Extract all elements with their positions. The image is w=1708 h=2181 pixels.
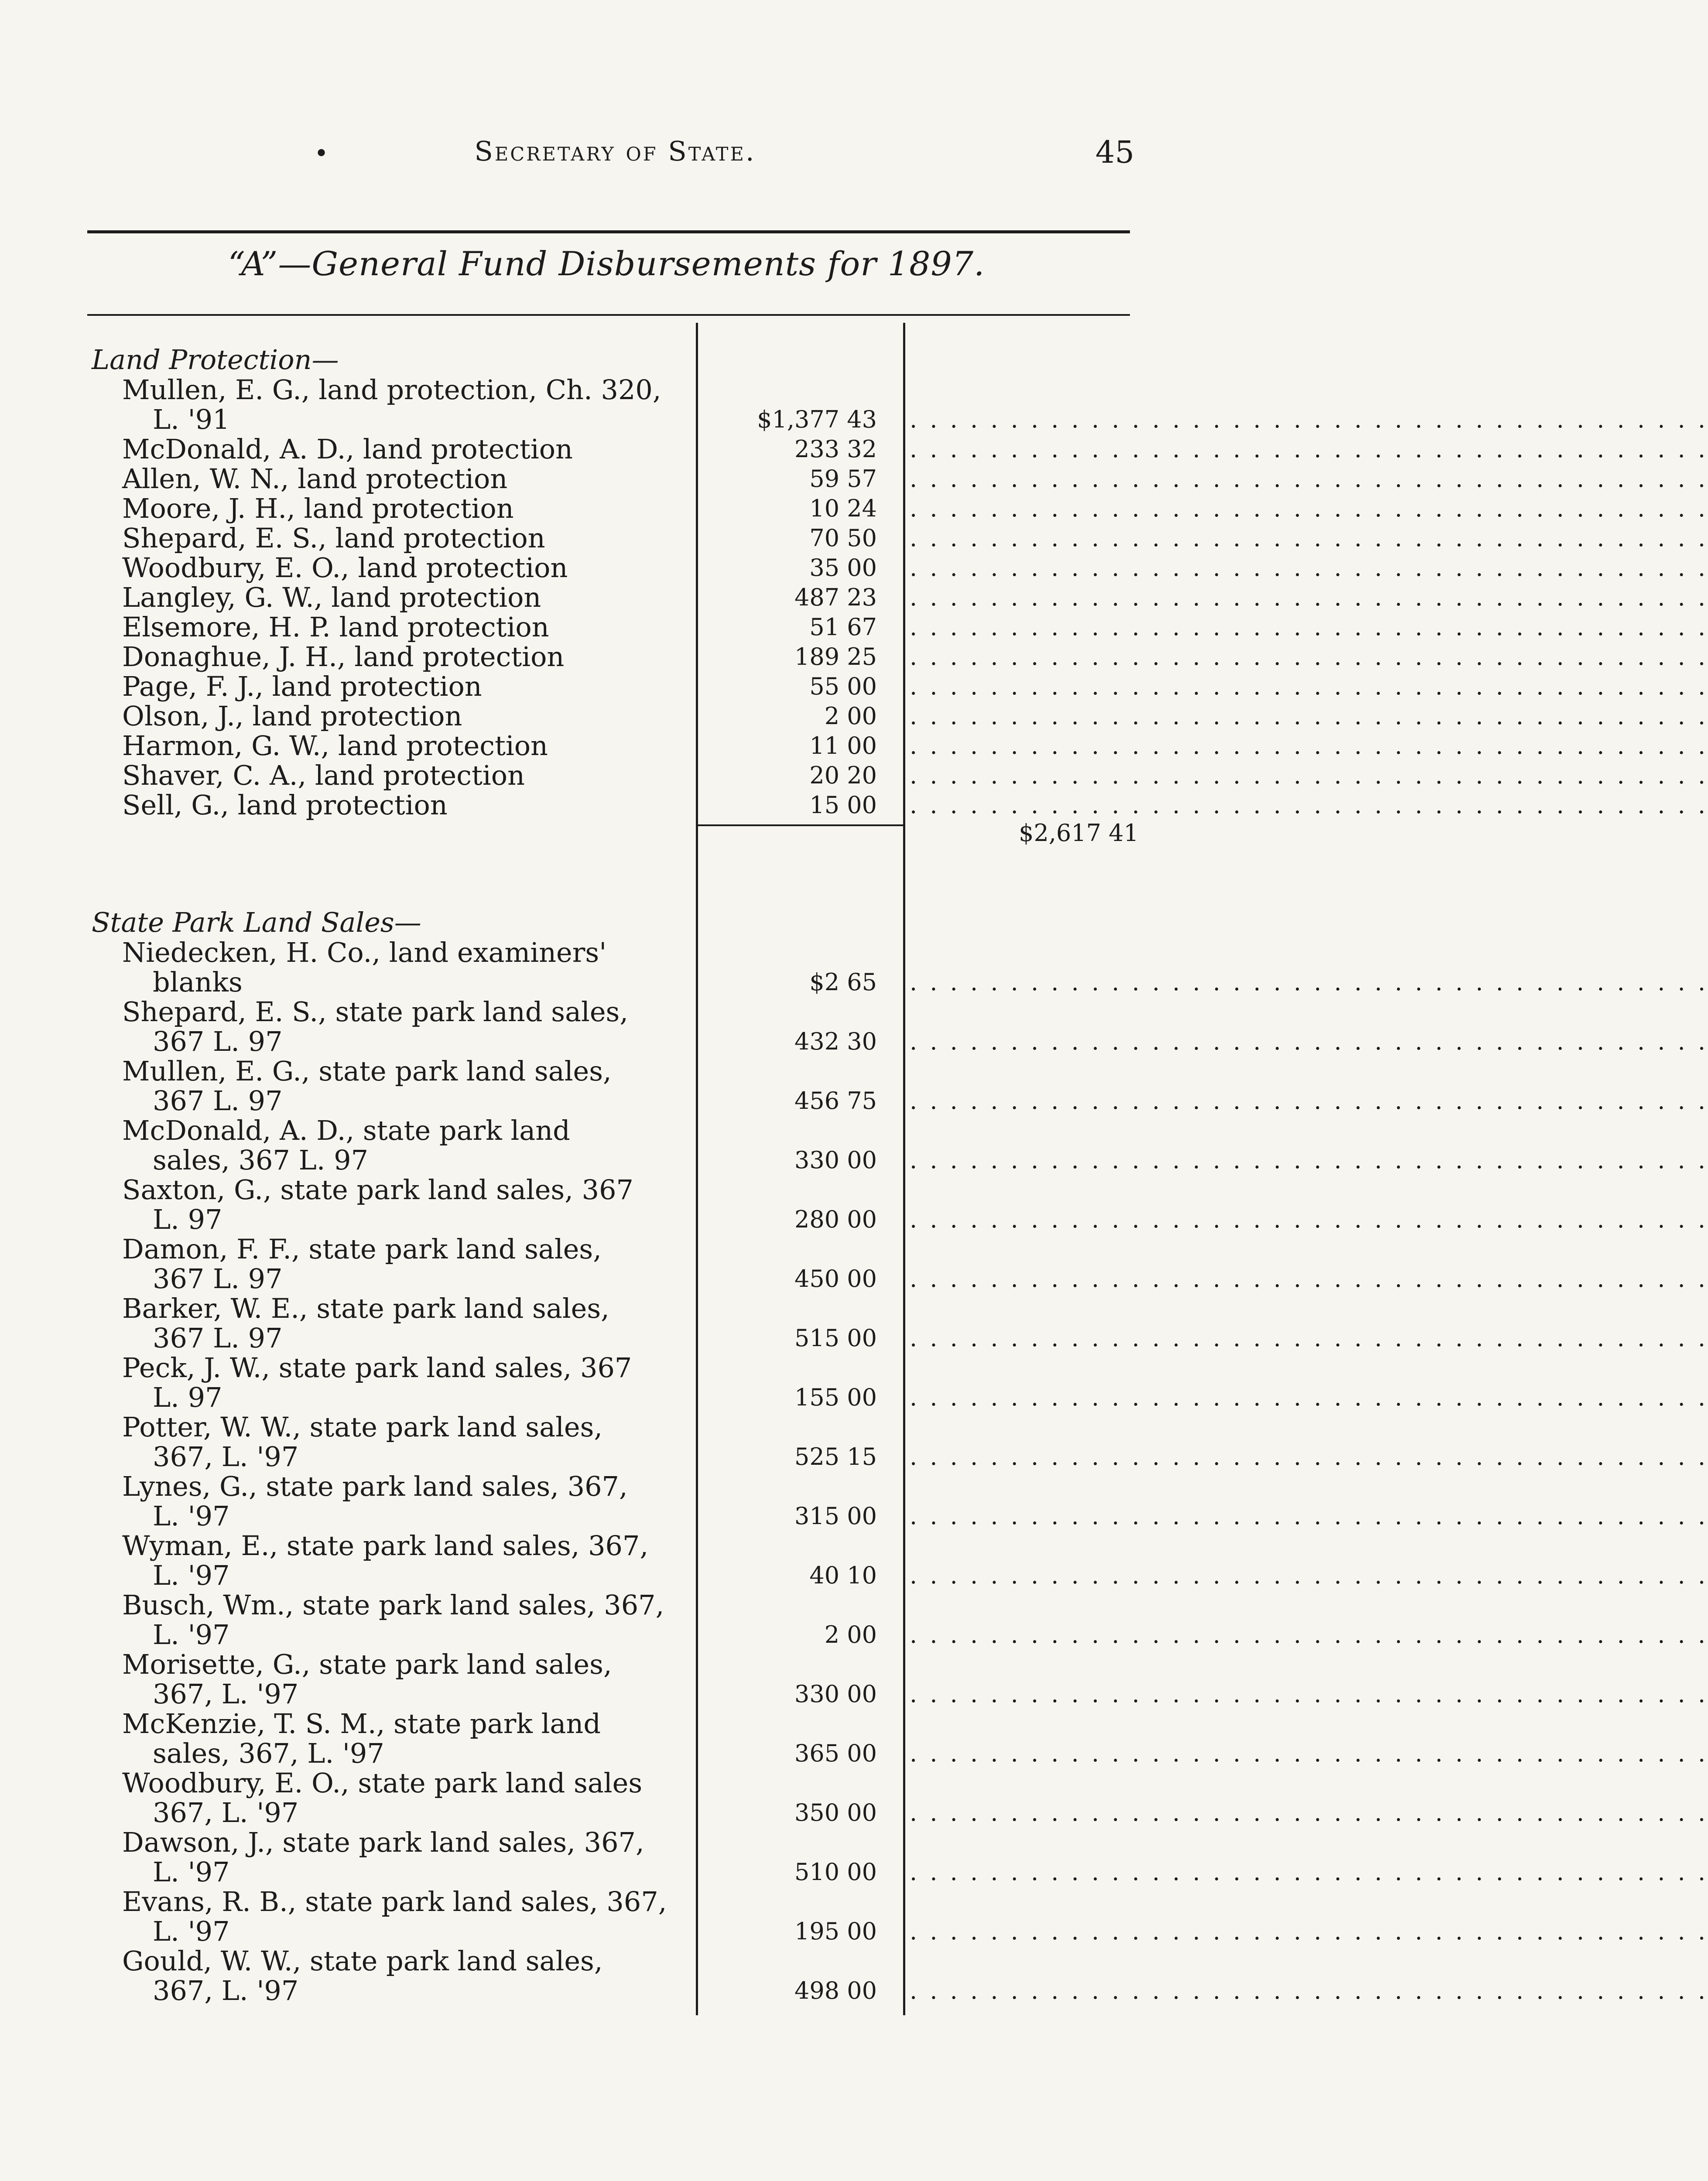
payee-description: Langley, G. W., land protection bbox=[122, 581, 541, 613]
payee-entry bbox=[122, 553, 685, 583]
payee-description-continued: 367, L. '97 bbox=[153, 1678, 299, 1710]
amount: 155 00 bbox=[794, 1384, 877, 1411]
payee-entry bbox=[122, 701, 685, 731]
payee-description: Damon, F. F., state park land sales, bbox=[122, 1233, 602, 1265]
dot-leader: . . . . . . . . . . . . . . . . . . . . . . . . . . . . . . . . . . . . . . . . bbox=[910, 702, 1708, 730]
payee-entry bbox=[122, 731, 685, 761]
amount: 456 75 bbox=[794, 1087, 877, 1114]
payee-description: Potter, W. W., state park land sales, bbox=[122, 1411, 603, 1443]
payee-entry bbox=[122, 1294, 685, 1353]
amount: 233 32 bbox=[794, 435, 877, 463]
payee-description: Wyman, E., state park land sales, 367, bbox=[122, 1530, 649, 1562]
payee-entry bbox=[122, 1946, 685, 2006]
payee-entry bbox=[122, 672, 685, 701]
payee-description: Elsemore, H. P. land protection bbox=[122, 611, 549, 643]
amount: 510 00 bbox=[794, 1858, 877, 1886]
payee-description: Olson, J., land protection bbox=[122, 700, 462, 732]
ledger-row bbox=[0, 1708, 1708, 1770]
payee-description-continued: L. 97 bbox=[153, 1381, 222, 1413]
payee-description-continued: L. 97 bbox=[153, 1203, 222, 1235]
amount: 11 00 bbox=[809, 732, 877, 759]
dot-leader: . . . . . . . . . . . . . . . . . . . . . . . . . . . . . . . . . . . . . . . . bbox=[910, 1324, 1708, 1352]
dot-leader: . . . . . . . . . . . . . . . . . . . . . . . . . . . . . . . . . . . . . . . . bbox=[910, 968, 1708, 996]
amount: 487 23 bbox=[794, 584, 877, 611]
amount: 515 00 bbox=[794, 1324, 877, 1352]
amount: $1,377 43 bbox=[757, 406, 877, 433]
payee-description: Evans, R. B., state park land sales, 367, bbox=[122, 1886, 667, 1918]
payee-description: Allen, W. N., land protection bbox=[122, 463, 508, 495]
amount: 525 15 bbox=[794, 1443, 877, 1470]
amount: 195 00 bbox=[794, 1918, 877, 1945]
ledger-row bbox=[0, 581, 1708, 613]
amount: 450 00 bbox=[794, 1265, 877, 1292]
amount: 330 00 bbox=[794, 1680, 877, 1708]
payee-entry bbox=[122, 1590, 685, 1650]
dot-leader: . . . . . . . . . . . . . . . . . . . . . . . . . . . . . . . . . . . . . . . . bbox=[910, 524, 1708, 552]
payee-description: McDonald, A. D., state park land bbox=[122, 1114, 570, 1146]
payee-entry bbox=[122, 464, 685, 494]
dot-leader: . . . . . . . . . . . . . . . . . . . . . . . . . . . . . . . . . . . . . . . . bbox=[910, 1621, 1708, 1648]
amount: 15 00 bbox=[809, 791, 877, 819]
payee-description-continued: L. '97 bbox=[153, 1856, 230, 1888]
payee-entry bbox=[122, 997, 685, 1056]
payee-description-continued: 367 L. 97 bbox=[153, 1085, 283, 1117]
payee-entry bbox=[122, 642, 685, 672]
payee-entry bbox=[122, 523, 685, 553]
payee-description-continued: L. '97 bbox=[153, 1619, 230, 1651]
amount: 51 67 bbox=[809, 613, 877, 641]
payee-entry bbox=[122, 1768, 685, 1828]
payee-description-continued: 367 L. 97 bbox=[153, 1322, 283, 1354]
dot-leader: . . . . . . . . . . . . . . . . . . . . . . . . . . . . . . . . . . . . . . . . bbox=[910, 613, 1708, 641]
amount: 35 00 bbox=[809, 554, 877, 581]
ledger-row bbox=[0, 996, 1708, 1058]
amount: 59 57 bbox=[809, 465, 877, 492]
payee-description: Woodbury, E. O., state park land sales bbox=[122, 1767, 643, 1799]
ledger-row bbox=[0, 730, 1708, 762]
dot-leader: . . . . . . . . . . . . . . . . . . . . . . . . . . . . . . . . . . . . . . . . bbox=[910, 554, 1708, 581]
amount: $2 65 bbox=[809, 968, 877, 996]
payee-entry bbox=[122, 583, 685, 612]
payee-description-continued: 367, L. '97 bbox=[153, 1441, 299, 1473]
ledger-row bbox=[0, 552, 1708, 584]
dot-leader: . . . . . . . . . . . . . . . . . . . . . . . . . . . . . . . . . . . . . . . . bbox=[910, 643, 1708, 670]
ledger-row bbox=[0, 1886, 1708, 1948]
ledger-row bbox=[0, 1945, 1708, 2007]
payee-description: Shepard, E. S., land protection bbox=[122, 522, 545, 554]
dot-leader: . . . . . . . . . . . . . . . . . . . . . . . . . . . . . . . . . . . . . . . . bbox=[910, 1443, 1708, 1470]
amount: 350 00 bbox=[794, 1799, 877, 1826]
payee-description-continued: L. '91 bbox=[153, 403, 230, 435]
amount: 20 20 bbox=[809, 762, 877, 789]
payee-entry bbox=[122, 1056, 685, 1116]
payee-entry bbox=[122, 1234, 685, 1294]
amount: 498 00 bbox=[794, 1977, 877, 2004]
section-heading: State Park Land Sales— bbox=[92, 906, 421, 938]
payee-description: Dawson, J., state park land sales, 367, bbox=[122, 1826, 644, 1858]
ledger-row bbox=[0, 1411, 1708, 1473]
payee-description-continued: blanks bbox=[153, 966, 243, 998]
ledger-row bbox=[0, 700, 1708, 732]
dot-leader: . . . . . . . . . . . . . . . . . . . . . . . . . . . . . . . . . . . . . . . . bbox=[910, 1680, 1708, 1708]
dot-leader: . . . . . . . . . . . . . . . . . . . . . . . . . . . . . . . . . . . . . . . . bbox=[910, 1206, 1708, 1233]
subtotal-rule bbox=[698, 824, 903, 826]
payee-entry bbox=[122, 1412, 685, 1472]
dot-leader: . . . . . . . . . . . . . . . . . . . . . . . . . . . . . . . . . . . . . . . . bbox=[910, 406, 1708, 433]
dot-leader: . . . . . . . . . . . . . . . . . . . . . . . . . . . . . . . . . . . . . . . . bbox=[910, 732, 1708, 759]
payee-description-continued: 367, L. '97 bbox=[153, 1975, 299, 2007]
payee-description: Lynes, G., state park land sales, 367, bbox=[122, 1470, 628, 1502]
amount: 70 50 bbox=[809, 524, 877, 552]
payee-description: Woodbury, E. O., land protection bbox=[122, 552, 568, 584]
ledger-row bbox=[0, 1233, 1708, 1296]
payee-description: McKenzie, T. S. M., state park land bbox=[122, 1708, 601, 1740]
payee-description: Busch, Wm., state park land sales, 367, bbox=[122, 1589, 664, 1621]
payee-description-continued: sales, 367 L. 97 bbox=[153, 1144, 369, 1176]
payee-description-continued: L. '97 bbox=[153, 1915, 230, 1947]
dot-leader: . . . . . . . . . . . . . . . . . . . . . . . . . . . . . . . . . . . . . . . . bbox=[910, 1562, 1708, 1589]
dot-leader: . . . . . . . . . . . . . . . . . . . . . . . . . . . . . . . . . . . . . . . . bbox=[910, 1799, 1708, 1826]
ledger-row bbox=[0, 1589, 1708, 1651]
ledger-row bbox=[0, 1470, 1708, 1533]
ledger-row bbox=[0, 670, 1708, 702]
payee-description: Shaver, C. A., land protection bbox=[122, 759, 525, 791]
payee-description-continued: 367, L. '97 bbox=[153, 1797, 299, 1829]
dot-leader: . . . . . . . . . . . . . . . . . . . . . . . . . . . . . . . . . . . . . . . . bbox=[910, 1146, 1708, 1174]
dot-leader: . . . . . . . . . . . . . . . . . . . . . . . . . . . . . . . . . . . . . . . . bbox=[910, 465, 1708, 492]
payee-description: Gould, W. W., state park land sales, bbox=[122, 1945, 603, 1977]
payee-entry bbox=[122, 375, 685, 434]
page-header bbox=[96, 131, 1134, 183]
amount: 55 00 bbox=[809, 673, 877, 700]
page-number: 45 bbox=[1095, 134, 1134, 170]
ledger-row bbox=[0, 1114, 1708, 1177]
ledger-row bbox=[0, 374, 1708, 436]
dot-leader: . . . . . . . . . . . . . . . . . . . . . . . . . . . . . . . . . . . . . . . . bbox=[910, 1028, 1708, 1055]
section-heading: Land Protection— bbox=[92, 344, 339, 376]
ledger-row bbox=[0, 759, 1708, 791]
dot-leader: . . . . . . . . . . . . . . . . . . . . . . . . . . . . . . . . . . . . . . . . bbox=[910, 1740, 1708, 1767]
payee-description: Morisette, G., state park land sales, bbox=[122, 1648, 612, 1680]
amount: 432 30 bbox=[794, 1028, 877, 1055]
amount: 2 00 bbox=[824, 1621, 877, 1648]
payee-entry bbox=[122, 494, 685, 523]
payee-entry bbox=[122, 434, 685, 464]
payee-description: Saxton, G., state park land sales, 367 bbox=[122, 1174, 634, 1206]
amount: 40 10 bbox=[809, 1562, 877, 1589]
payee-description: Page, F. J., land protection bbox=[122, 670, 482, 702]
running-title: Secretary of State. bbox=[474, 135, 756, 167]
table-title: “A”—General Fund Disbursements for 1897. bbox=[228, 244, 985, 283]
payee-entry bbox=[122, 1531, 685, 1590]
ledger-row bbox=[0, 1648, 1708, 1711]
ledger-row bbox=[0, 492, 1708, 524]
amount: 365 00 bbox=[794, 1740, 877, 1767]
section-total: $2,617 41 bbox=[1019, 819, 1139, 847]
ledger-row bbox=[0, 641, 1708, 673]
payee-description-continued: L. '97 bbox=[153, 1500, 230, 1532]
payee-entry bbox=[122, 1175, 685, 1234]
dot-leader: . . . . . . . . . . . . . . . . . . . . . . . . . . . . . . . . . . . . . . . . bbox=[910, 584, 1708, 611]
dot-leader: . . . . . . . . . . . . . . . . . . . . . . . . . . . . . . . . . . . . . . . . bbox=[910, 1977, 1708, 2004]
ledger-row bbox=[0, 937, 1708, 999]
amount: 10 24 bbox=[809, 495, 877, 522]
ledger-row bbox=[0, 1055, 1708, 1118]
amount: 2 00 bbox=[824, 702, 877, 730]
header-rule bbox=[87, 230, 1130, 233]
ledger-row bbox=[0, 433, 1708, 465]
dot-leader: . . . . . . . . . . . . . . . . . . . . . . . . . . . . . . . . . . . . . . . . bbox=[910, 1087, 1708, 1114]
dot-leader: . . . . . . . . . . . . . . . . . . . . . . . . . . . . . . . . . . . . . . . . bbox=[910, 1858, 1708, 1886]
amount: 280 00 bbox=[794, 1206, 877, 1233]
payee-description: Moore, J. H., land protection bbox=[122, 492, 514, 524]
ledger-row bbox=[0, 522, 1708, 554]
ledger-row bbox=[0, 611, 1708, 643]
payee-entry bbox=[122, 1828, 685, 1887]
payee-description: Donaghue, J. H., land protection bbox=[122, 641, 565, 673]
ledger-row bbox=[0, 1352, 1708, 1414]
ledger-row bbox=[0, 463, 1708, 495]
payee-description: Sell, G., land protection bbox=[122, 789, 448, 821]
payee-description-continued: L. '97 bbox=[153, 1559, 230, 1591]
dot-leader: . . . . . . . . . . . . . . . . . . . . . . . . . . . . . . . . . . . . . . . . bbox=[910, 762, 1708, 789]
dot-leader: . . . . . . . . . . . . . . . . . . . . . . . . . . . . . . . . . . . . . . . . bbox=[910, 1265, 1708, 1292]
dot-leader: . . . . . . . . . . . . . . . . . . . . . . . . . . . . . . . . . . . . . . . . bbox=[910, 1918, 1708, 1945]
dot-leader: . . . . . . . . . . . . . . . . . . . . . . . . . . . . . . . . . . . . . . . . bbox=[910, 495, 1708, 522]
ledger-row bbox=[0, 1767, 1708, 1829]
payee-description: Barker, W. E., state park land sales, bbox=[122, 1292, 609, 1324]
payee-description: Shepard, E. S., state park land sales, bbox=[122, 996, 629, 1028]
payee-description: Mullen, E. G., land protection, Ch. 320, bbox=[122, 374, 661, 406]
payee-description: McDonald, A. D., land protection bbox=[122, 433, 573, 465]
payee-description: Harmon, G. W., land protection bbox=[122, 730, 548, 762]
payee-entry bbox=[122, 1472, 685, 1531]
payee-description: Mullen, E. G., state park land sales, bbox=[122, 1055, 612, 1087]
dot-leader: . . . . . . . . . . . . . . . . . . . . . . . . . . . . . . . . . . . . . . . . bbox=[910, 673, 1708, 700]
bullet-mark: • bbox=[314, 140, 329, 168]
amount: 330 00 bbox=[794, 1146, 877, 1174]
ledger-row bbox=[0, 1826, 1708, 1889]
payee-description-continued: 367 L. 97 bbox=[153, 1263, 283, 1295]
ledger-row bbox=[0, 1174, 1708, 1236]
payee-entry bbox=[122, 1887, 685, 1946]
payee-description: Niedecken, H. Co., land examiners' bbox=[122, 937, 607, 968]
payee-description: Peck, J. W., state park land sales, 367 bbox=[122, 1352, 632, 1384]
payee-entry bbox=[122, 1116, 685, 1175]
payee-entry bbox=[122, 612, 685, 642]
ledger-row bbox=[0, 789, 1708, 821]
payee-entry bbox=[122, 1650, 685, 1709]
dot-leader: . . . . . . . . . . . . . . . . . . . . . . . . . . . . . . . . . . . . . . . . bbox=[910, 1502, 1708, 1530]
dot-leader: . . . . . . . . . . . . . . . . . . . . . . . . . . . . . . . . . . . . . . . . bbox=[910, 1384, 1708, 1411]
payee-description-continued: sales, 367, L. '97 bbox=[153, 1737, 384, 1769]
payee-description-continued: 367 L. 97 bbox=[153, 1026, 283, 1057]
ledger-row bbox=[0, 1530, 1708, 1592]
payee-entry bbox=[122, 1709, 685, 1768]
payee-entry bbox=[122, 1353, 685, 1412]
title-rule bbox=[87, 314, 1130, 316]
dot-leader: . . . . . . . . . . . . . . . . . . . . . . . . . . . . . . . . . . . . . . . . bbox=[910, 435, 1708, 463]
payee-entry bbox=[122, 938, 685, 997]
amount: 189 25 bbox=[794, 643, 877, 670]
payee-entry bbox=[122, 761, 685, 790]
ledger-row bbox=[0, 1292, 1708, 1355]
amount: 315 00 bbox=[794, 1502, 877, 1530]
payee-entry bbox=[122, 790, 685, 820]
dot-leader: . . . . . . . . . . . . . . . . . . . . . . . . . . . . . . . . . . . . . . . . bbox=[910, 791, 1708, 819]
